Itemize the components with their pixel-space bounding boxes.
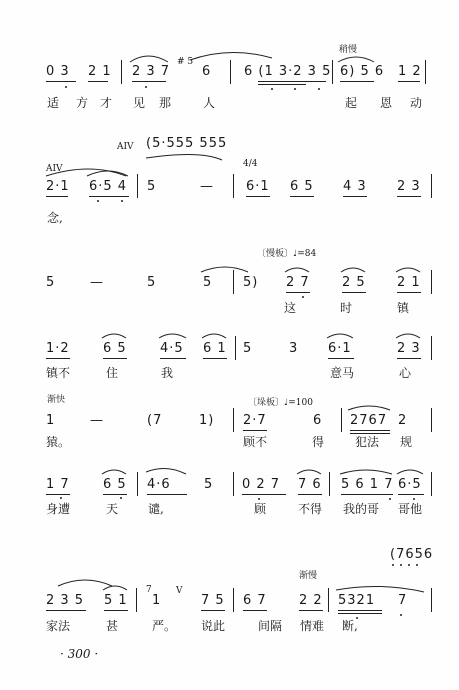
interlude-notes: (7656: [390, 547, 434, 562]
octave-dot: [294, 88, 296, 90]
octave-dot: [302, 296, 304, 298]
lyric: 镇: [397, 301, 410, 315]
lyric: 我: [161, 366, 174, 380]
lyric: 方: [76, 96, 89, 110]
notes: 2 3 5: [46, 593, 85, 608]
notes: —: [90, 275, 104, 290]
octave-dot: [413, 498, 415, 500]
notes: 5: [203, 275, 213, 290]
lyric: 时: [340, 301, 353, 315]
notes: 6 1: [203, 341, 227, 356]
lyric: 甚: [106, 619, 119, 633]
lyric: 间隔: [258, 619, 283, 633]
lyric: 犯法: [355, 435, 380, 449]
octave-dot: [65, 86, 67, 88]
notes: 6 (1 3·2 3 5: [244, 64, 332, 79]
notes: —: [200, 179, 214, 194]
notes: 6) 5 6: [340, 64, 385, 79]
performance-mark: AIV: [46, 164, 63, 174]
notes: 2 7: [286, 275, 310, 290]
lyric: 得: [312, 435, 325, 449]
notes: 1 2: [398, 64, 422, 79]
notes: 5: [204, 477, 214, 492]
lyric: 猿。: [46, 435, 71, 449]
octave-dot: [97, 200, 99, 202]
notes: 0 2 7: [242, 477, 281, 492]
notes: 4·6: [147, 477, 171, 492]
notes: 2 1: [397, 275, 421, 290]
notes: 2767: [350, 413, 388, 428]
grace-note: 7: [146, 585, 152, 595]
lyric: 念,: [47, 211, 63, 225]
lyric: 身遭: [46, 502, 71, 516]
notes: 5: [147, 179, 157, 194]
notes: 5: [46, 275, 56, 290]
lyric: 谴,: [148, 502, 164, 516]
octave-dot: [400, 564, 402, 566]
notes: 4·5: [160, 341, 184, 356]
lyric: 起: [345, 96, 358, 110]
notes: 2 5: [342, 275, 366, 290]
lyric: 适: [47, 96, 60, 110]
lyric: 这: [284, 301, 297, 315]
notes: 2 3: [397, 341, 421, 356]
lyric: 住: [106, 366, 119, 380]
notes: 5321: [338, 593, 376, 608]
lyric: 天: [106, 502, 119, 516]
notes: 6 5: [290, 179, 314, 194]
notes: 6: [202, 64, 212, 79]
octave-dot: [392, 564, 394, 566]
octave-dot: [258, 498, 260, 500]
octave-dot: [120, 497, 122, 499]
notes: 4 3: [343, 179, 367, 194]
notes: 5 1: [104, 593, 128, 608]
notes: (7: [147, 413, 163, 428]
lyric: 哥他: [398, 502, 423, 516]
lyric: 断,: [342, 619, 358, 633]
notes: 1·2: [46, 341, 70, 356]
notes: 6·5 4: [89, 179, 128, 194]
lyric: 顾: [254, 502, 267, 516]
notes: 2·7: [243, 413, 267, 428]
notes: 1: [152, 593, 162, 608]
notes: 6 5: [103, 341, 127, 356]
lyric: 那: [159, 96, 172, 110]
accidental: # 5: [177, 57, 194, 67]
notes: 0 3: [46, 64, 70, 79]
time-signature: 4/4: [243, 159, 258, 169]
octave-dot: [408, 564, 410, 566]
octave-dot: [145, 86, 147, 88]
notes: 2 2: [299, 593, 323, 608]
notes: 7 5: [201, 593, 225, 608]
lyric: 说此: [201, 619, 226, 633]
octave-dot: [400, 614, 402, 616]
lyric: 不得: [298, 502, 323, 516]
lyric: 心: [399, 366, 412, 380]
notes: 7 6: [298, 477, 322, 492]
interlude-notes: (5·555 555: [146, 136, 228, 151]
notes: 3: [289, 341, 299, 356]
lyric: 顾不: [243, 435, 268, 449]
notes: 6 7: [243, 593, 267, 608]
notes: 5: [243, 341, 253, 356]
octave-dot: [356, 617, 358, 619]
lyric: 动: [410, 96, 423, 110]
lyric: 人: [203, 96, 216, 110]
tempo-marking: 稍慢: [339, 45, 358, 55]
notes: 1: [46, 413, 56, 428]
breath-mark: V: [176, 586, 183, 596]
notes: 5: [147, 275, 157, 290]
lyric: 规: [400, 435, 413, 449]
octave-dot: [318, 88, 320, 90]
octave-dot: [416, 564, 418, 566]
notes: 6·5: [398, 477, 422, 492]
notes: 6: [313, 413, 323, 428]
lyric: 我的哥: [343, 502, 380, 516]
notes: 2 3: [397, 179, 421, 194]
page-number: · 300 ·: [60, 647, 99, 661]
notes: 2 1: [88, 64, 112, 79]
notes: 2: [398, 413, 408, 428]
octave-dot: [60, 497, 62, 499]
tempo-marking: 渐快: [47, 395, 66, 405]
octave-dot: [121, 200, 123, 202]
octave-dot: [271, 88, 273, 90]
notes: 6 5: [103, 477, 127, 492]
lyric: 才: [100, 96, 113, 110]
notes: 2·1: [46, 179, 70, 194]
notes: 1): [199, 413, 215, 428]
tempo-marking: 〔慢板〕♩=84: [257, 249, 317, 259]
octave-dot: [389, 498, 391, 500]
lyric: 见: [133, 96, 146, 110]
notes: 1 7: [46, 477, 70, 492]
lyric: 严。: [152, 619, 177, 633]
notes: 5 6 1 7: [341, 477, 394, 492]
tempo-marking: 渐慢: [299, 571, 318, 581]
notes: —: [90, 413, 104, 428]
tempo-marking: 〔垛板〕♩=100: [248, 398, 313, 408]
lyric: 情难: [300, 619, 325, 633]
notes: 6·1: [328, 341, 352, 356]
lyric: 家法: [46, 619, 71, 633]
notes: 2 3 7: [132, 64, 171, 79]
lyric: 恩: [380, 96, 393, 110]
lyric: 意马: [330, 366, 355, 380]
lyric: 镇不: [46, 366, 71, 380]
notes: 6·1: [246, 179, 270, 194]
notes: 5): [243, 275, 259, 290]
notes: 7: [398, 593, 408, 608]
performance-mark: AIV: [117, 142, 134, 152]
